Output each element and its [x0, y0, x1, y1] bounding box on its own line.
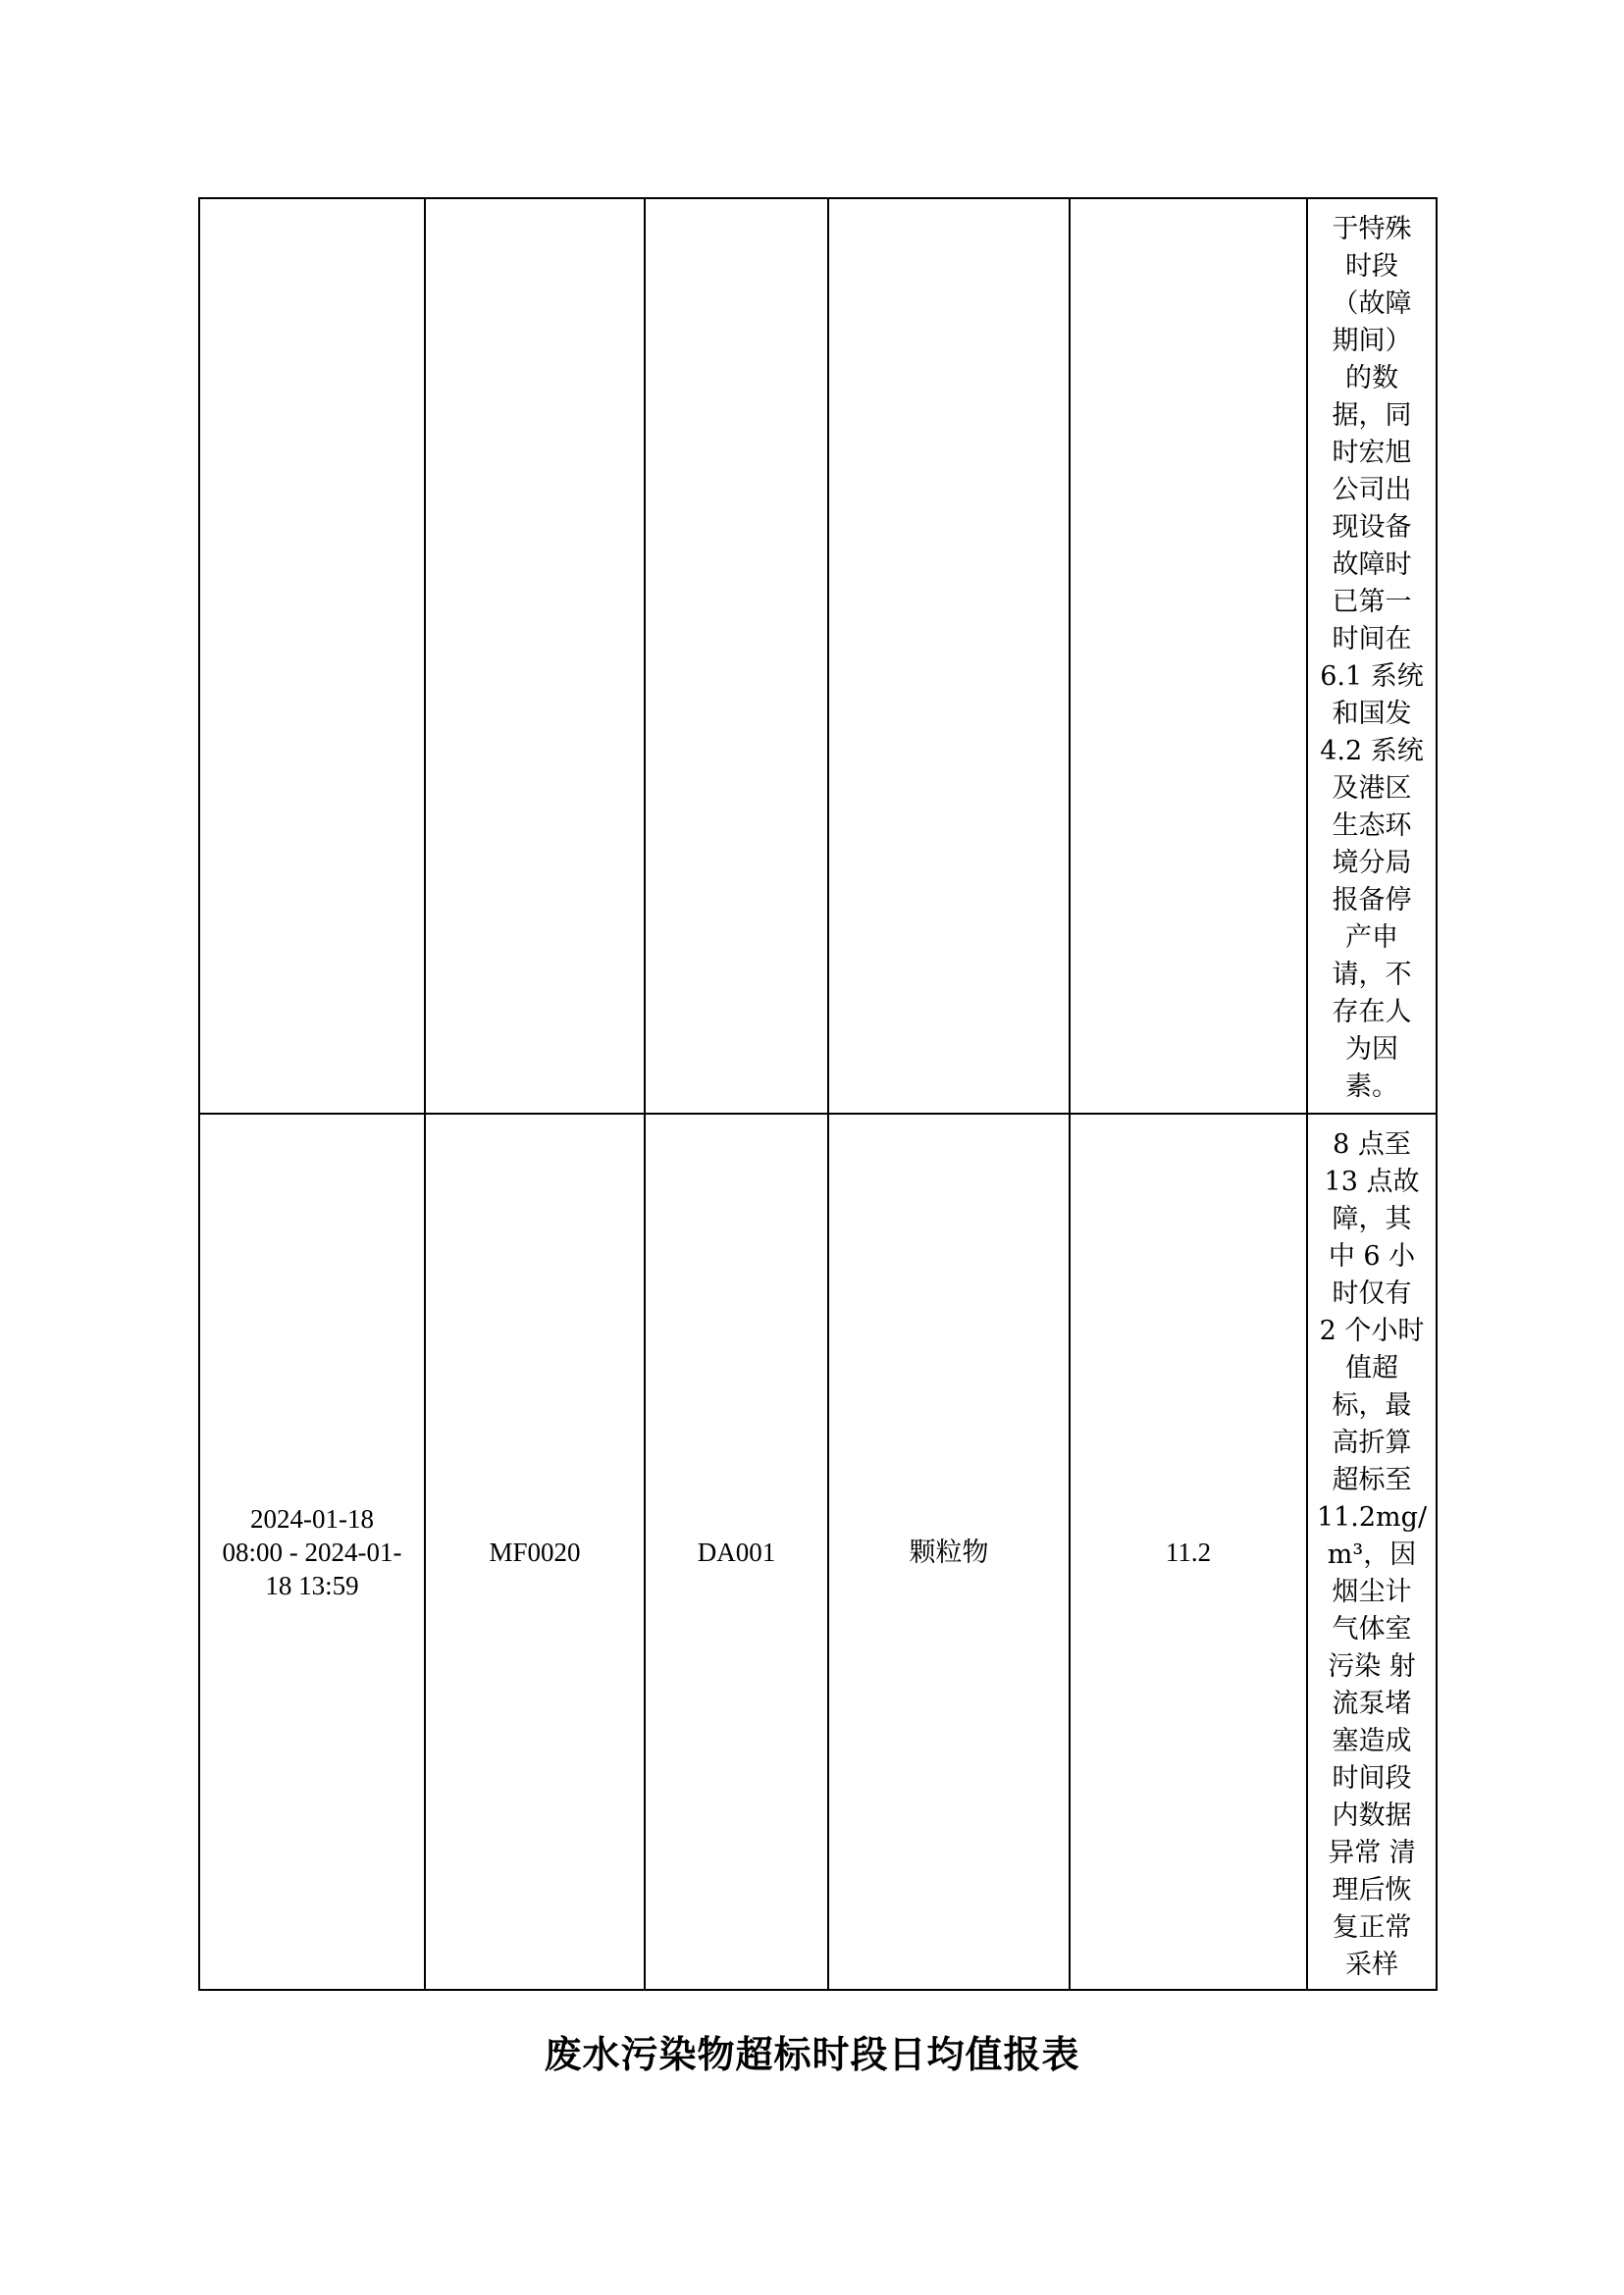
remark-line: 为因 [1345, 1034, 1398, 1065]
remark-line: 公司出 [1332, 475, 1412, 505]
remark-line: 时仅有 [1332, 1278, 1412, 1309]
remark-cell [1307, 1114, 1437, 1990]
remark-line: 值超 [1345, 1353, 1398, 1383]
remark-line: 烟尘计 [1332, 1577, 1412, 1607]
outlet-cell: DA001 [645, 1114, 828, 1990]
pollutant-cell [828, 198, 1070, 1114]
remark-line: 高折算 [1332, 1428, 1412, 1458]
pollutant-cell: 颗粒物 [828, 1114, 1070, 1990]
remark-line: 产申 [1345, 922, 1398, 953]
remark-line: 于特殊 [1332, 214, 1412, 244]
remark-line: 和国发 [1332, 699, 1412, 729]
remark-line: 2 个小时 [1319, 1316, 1425, 1346]
remark-line: 及港区 [1332, 773, 1412, 804]
remark-line: 复正常 [1332, 1912, 1412, 1943]
remark-line: 时段 [1345, 251, 1398, 282]
remark-line: 时间在 [1332, 624, 1412, 654]
remark-line: 13 点故 [1324, 1167, 1420, 1197]
report-caption: 废水污染物超标时段日均值报表 [544, 2033, 1080, 2076]
remark-line: 流泵堵 [1332, 1689, 1412, 1719]
remark-line: 采样 [1345, 1950, 1398, 1980]
remark-line: 现设备 [1332, 512, 1412, 543]
remark-line: 时间段 [1332, 1763, 1412, 1794]
remark-line: （故障 [1332, 288, 1412, 319]
remark-cell [1307, 198, 1437, 1114]
remark-line: 时宏旭 [1332, 438, 1412, 468]
remark-line: 已第一 [1332, 587, 1412, 617]
remark-line: 11.2mg/ [1316, 1502, 1428, 1533]
time-line: 2024-01-18 [250, 1503, 374, 1534]
table-row [199, 1114, 1437, 1990]
value-cell [1070, 198, 1307, 1114]
remark-line: 8 点至 [1333, 1129, 1411, 1160]
remark-line: 期间） [1332, 326, 1412, 356]
remark-line: 请，不 [1332, 960, 1412, 990]
remark-line: 生态环 [1332, 810, 1412, 841]
remark-line: 理后恢 [1332, 1875, 1412, 1905]
remark-line: 的数 [1345, 363, 1398, 393]
time-cell [199, 198, 425, 1114]
remark-line: 超标至 [1332, 1465, 1412, 1495]
remark-line: 6.1 系统 [1320, 661, 1424, 692]
remark-line: 气体室 [1332, 1614, 1412, 1644]
remark-line: 境分局 [1332, 848, 1412, 878]
remark-line: 中 6 小 [1328, 1241, 1416, 1272]
remark-line: 污染 射 [1328, 1651, 1416, 1682]
remark-line: 素。 [1345, 1071, 1398, 1102]
remark-line: 内数据 [1332, 1800, 1412, 1831]
remark-line: 存在人 [1332, 997, 1412, 1027]
time-cell [199, 1114, 425, 1990]
remark-line: 据，同 [1332, 400, 1412, 431]
time-line: 18 13:59 [265, 1570, 359, 1600]
remark-line: 故障时 [1332, 549, 1412, 580]
remark-line: 塞造成 [1332, 1726, 1412, 1756]
remark-line: m³，因 [1327, 1539, 1417, 1570]
remark-line: 4.2 系统 [1320, 736, 1424, 766]
outlet-cell [645, 198, 828, 1114]
table-row [199, 198, 1437, 1114]
remark-line: 障，其 [1332, 1204, 1412, 1234]
code-cell: MF0020 [425, 1114, 645, 1990]
remark-line: 标，最 [1332, 1390, 1412, 1421]
report-table [198, 197, 1438, 1991]
remark-line: 异常 清 [1328, 1838, 1416, 1868]
value-cell: 11.2 [1070, 1114, 1307, 1990]
code-cell [425, 198, 645, 1114]
remark-line: 报备停 [1332, 885, 1412, 915]
time-line: 08:00 - 2024-01- [222, 1537, 402, 1567]
